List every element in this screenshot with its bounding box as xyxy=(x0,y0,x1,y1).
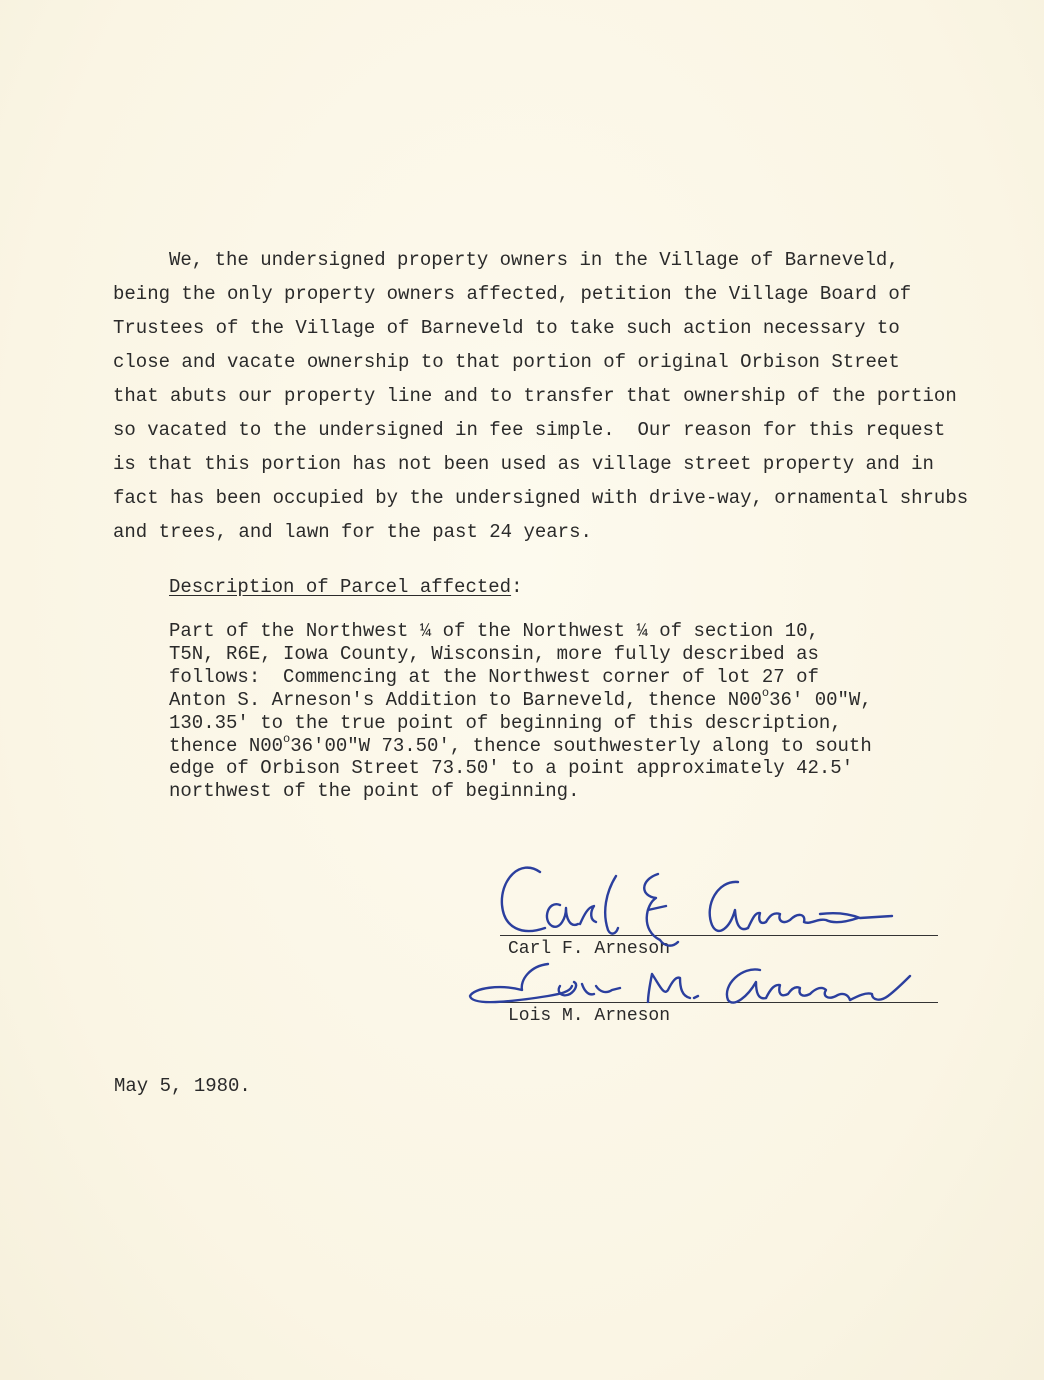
description-text: 36'00"W 73.50', thence southwesterly along to south xyxy=(290,734,872,757)
petition-line: is that this portion has not been used as village street property and in xyxy=(113,453,934,475)
petition-line: and trees, and lawn for the past 24 years. xyxy=(113,521,592,543)
degree-symbol: o xyxy=(283,731,291,746)
parcel-description-heading xyxy=(169,574,522,600)
signature-lois-m-arneson xyxy=(470,964,910,1003)
description-line: 130.35' to the true point of beginning of this description, xyxy=(169,711,842,734)
petition-line: close and vacate ownership to that portion of original Orbison Street xyxy=(113,351,900,373)
signature-line-lois xyxy=(500,1002,938,1003)
petition-line: so vacated to the undersigned in fee simple. Our reason for this request xyxy=(113,419,946,441)
description-text: 36' 00"W, xyxy=(769,688,872,711)
description-line: T5N, R6E, Iowa County, Wisconsin, more fully described as xyxy=(169,642,819,665)
signature-carl-f-arneson xyxy=(502,868,892,946)
petition-line: Trustees of the Village of Barneveld to take such action necessary to xyxy=(113,317,900,339)
petition-line: being the only property owners affected, petition the Village Board of xyxy=(113,283,912,305)
description-text: thence N00 xyxy=(169,734,284,757)
heading-text: Description of Parcel affected xyxy=(169,576,512,598)
description-line xyxy=(169,731,929,758)
petition-line: We, the undersigned property owners in the Village of Barneveld, xyxy=(169,249,899,271)
description-line: follows: Commencing at the Northwest corner of lot 27 of xyxy=(169,665,819,688)
description-text: Anton S. Arneson's Addition to Barneveld, thence N00 xyxy=(169,688,762,711)
description-line: northwest of the point of beginning. xyxy=(169,780,580,803)
signature-line-carl xyxy=(500,935,938,936)
petition-line: that abuts our property line and to transfer that ownership of the portion xyxy=(113,385,957,407)
signatory-name-lois: Lois M. Arneson xyxy=(508,1006,671,1026)
parcel-description xyxy=(169,620,929,803)
description-line xyxy=(169,685,929,712)
document-date: May 5, 1980. xyxy=(114,1075,251,1097)
degree-symbol: o xyxy=(761,685,770,700)
petition-line: fact has been occupied by the undersigned with drive-way, ornamental shrubs xyxy=(113,487,969,509)
heading-colon: : xyxy=(511,576,523,598)
description-line: Part of the Northwest ¼ of the Northwest ¼ of section 10, xyxy=(169,620,819,642)
signatory-name-carl: Carl F. Arneson xyxy=(508,939,671,959)
description-line: edge of Orbison Street 73.50' to a point approximately 42.5' xyxy=(169,757,854,780)
petition-paragraph xyxy=(113,243,973,549)
